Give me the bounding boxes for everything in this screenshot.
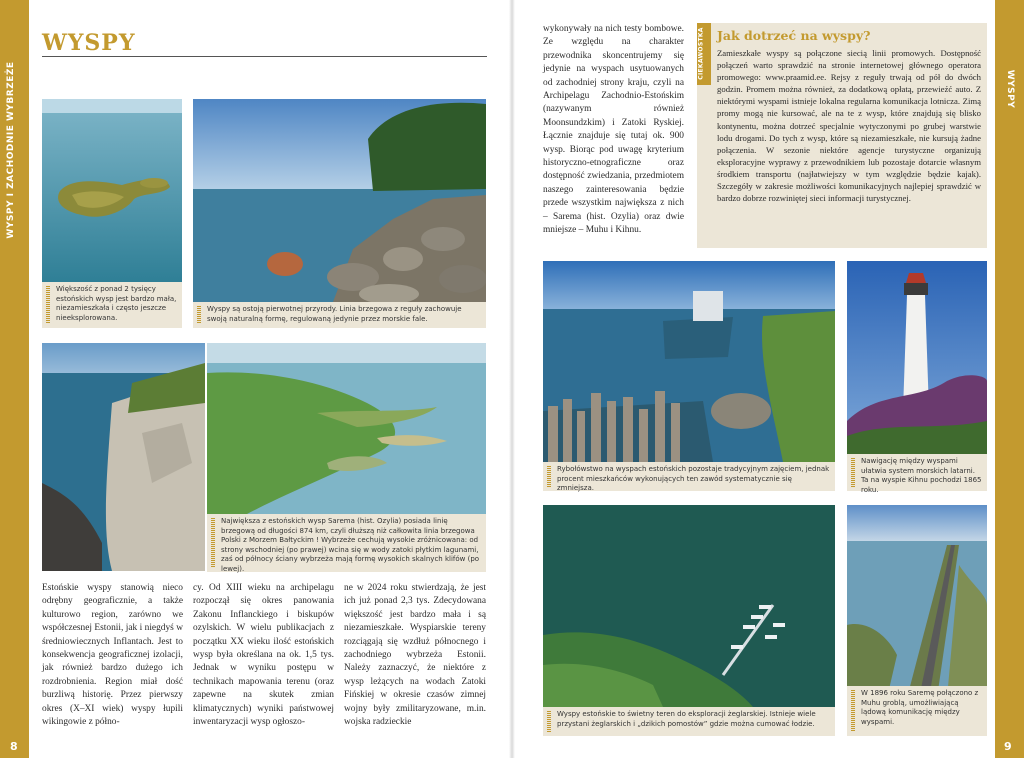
body-column-3: ne w 2024 roku stwierdzają, że jest ich już ponad 2,3 tys. Zdecydowana większość jest bardzo mała i są niezamieszkałe. Wyspiarskie tereny rozciągają się wzdłuż północnego i zachodniego wybrzeża Estonii. Należy zaznaczyć, że niektóre z wysp leżących na wodach Zatoki Fińskiej w okresie czasów zimnej wojny były zmilitaryzowane, m.in. wojska radzieckie xyxy=(344,583,486,728)
caption-fishing-boat-text: Rybołówstwo na wyspach estońskich pozostaje tradycyjnym zajęciem, jednak procent mieszkańców wykonujących ten zawód systematycznie się zmniejsza. xyxy=(557,465,830,493)
caption-sarema-lagoon xyxy=(207,514,486,572)
right-side-tab xyxy=(995,0,1024,758)
body-column-2: cy. Od XIII wieku na archipelagu rozpoczął się okres panowania Zakonu Inflanckiego i biskupów ozylskich. W wielu publikacjach z początku XX wieku ilość estońskich wysp była określana na ok. 1,5 tys. Jednak w wyniku postępu w technikach mapowania terenu (oraz zapewne na skutek zmian klimatycznych) wyniki państwowej inwentaryzacji wysp ogłoszo- xyxy=(193,583,334,728)
caption-causeway-text: W 1896 roku Saremę połączono z Muhu groblą, umożliwiającą lądową komunikację między wyspami. xyxy=(861,689,979,726)
info-box-tab xyxy=(697,23,711,85)
right-side-tab-label: WYSPY xyxy=(1005,69,1015,109)
photo-lighthouse xyxy=(847,261,987,454)
title-rule xyxy=(42,56,487,57)
page-title: WYSPY xyxy=(42,30,136,56)
photo-small-island xyxy=(42,99,182,282)
caption-rocky-shore-text: Wyspy są ostoją pierwotnej przyrody. Linia brzegowa z reguły zachowuje swoją naturalną formę, regulowaną jedynie przez morskie fale. xyxy=(207,305,462,323)
left-page-number: 8 xyxy=(10,740,18,753)
caption-lighthouse-text: Nawigację między wyspami ułatwia system morskich latarni. Ta na wyspie Kihnu pochodzi 1865 roku. xyxy=(861,457,982,494)
left-side-tab-label: WYSPY I ZACHODNIE WYBRZEŻE xyxy=(6,61,16,239)
caption-causeway xyxy=(847,686,987,736)
body-column-1: Estońskie wyspy stanowią nieco odrębny geograficznie, a także kulturowo region, zarówno we współczesnej Estonii, jak i niegdyś w średniowiecznych Inflantach. Jest to konsekwencja geograficznej izolacji, jak również bardzo dużego ich rozdrobnienia. Region miał dość burzliwą historię. Przez pierwszy okres (X–XI wiek) wyspy łupili wikingowie z półno- xyxy=(42,583,183,728)
photo-causeway xyxy=(847,505,987,698)
caption-marina xyxy=(543,707,835,736)
caption-marina-text: Wyspy estońskie to świetny teren do eksploracji żeglarskiej. Istnieje wiele przystani żeglarskich i „dzikich pomostów” gdzie można cumować łodzie. xyxy=(557,710,816,728)
photo-marina xyxy=(543,505,835,707)
caption-sarema-lagoon-text: Największa z estońskich wysp Sarema (hist. Ozylia) posiada linię brzegową od długości 874 km, czyli dłuższą niż całkowita linia brzegowa Polski z Morzem Bałtyckim ! Wybrzeże cechują wysokie zróżnicowana: od strony wschodniej (po prawej) wcina się w wody zatoki płytkim lagunami, zaś od północy ściany wybrzeża mają formę wysokich skalnych klifów (po lewej). xyxy=(221,517,480,573)
photo-rocky-shore xyxy=(193,99,486,302)
caption-small-island xyxy=(42,282,182,328)
info-box-tab-label: CIEKAWOSTKA xyxy=(697,27,705,80)
left-side-tab xyxy=(0,0,29,758)
photo-sarema-cliff xyxy=(42,343,205,571)
caption-small-island-text: Większość z ponad 2 tysięcy estońskich wysp jest bardzo mała, niezamieszkała i często jeszcze nieeksplorowana. xyxy=(56,285,177,322)
caption-lighthouse xyxy=(847,454,987,494)
info-box-text: Zamieszkałe wyspy są połączone siecią linii promowych. Dostępność połączeń warto sprawdzić na stronie internetowej głównego operatora promowego: www.praamid.ee. Rejsy z reguły trwają od pół do dwóch godzin. Promem można również, za dodatkową opłatą, przewieźć auto. Z niektórymi wyspami istnieje lokalna regularna komunikacja lotnicza. Zimą promy mogą nie kursować, ale na te z wysp, które znajdują się blisko kontynentu, można dotrzeć specjalnie wytyczonymi po grubej warstwie lodu drogami. Do tych z wysp, które są niezamieszkałe, nie kursują żadne połączenia. W sezonie niektóre agencje turystyczne organizują eksploracyjne wyprawy z przewodnikiem lub pozostaje dotarcie własnym środkiem transportu (najłatwiejszy w tym względzie będzie kajak). Szczegóły w zakresie możliwości komunikacyjnych najlepiej sprawdzić w bardzo dobrze rozwiniętej sieci informacji turystycznej. xyxy=(717,48,981,204)
info-box-title: Jak dotrzeć na wyspy? xyxy=(717,28,871,43)
right-page-number: 9 xyxy=(1004,740,1012,753)
caption-fishing-boat xyxy=(543,462,835,491)
page-gutter xyxy=(509,0,515,758)
photo-sarema-lagoon xyxy=(207,343,486,514)
body-column-right: wykonywały na nich testy bombowe. Ze względu na charakter przewodnika skoncentrujemy się jedynie na wyspach usytuowanych od zachodniej strony kraju, czyli na Archipelagu Zachodnio-Estońskim (nazywanym również Moonsundzkim) i Zatoki Ryskiej. Łącznie znajduje się tutaj ok. 900 wysp. Biorąc pod uwagę kryterium historyczno-etnograficzne oraz dostępność zwiedzania, przedmiotem naszego zainteresowania będzie przede wszystkim największa z nich – Sarema (hist. Ozylia) oraz dwie mniejsze – Muhu i Kihnu. xyxy=(543,24,684,236)
caption-rocky-shore xyxy=(193,302,486,328)
photo-fishing-boat xyxy=(543,261,835,462)
